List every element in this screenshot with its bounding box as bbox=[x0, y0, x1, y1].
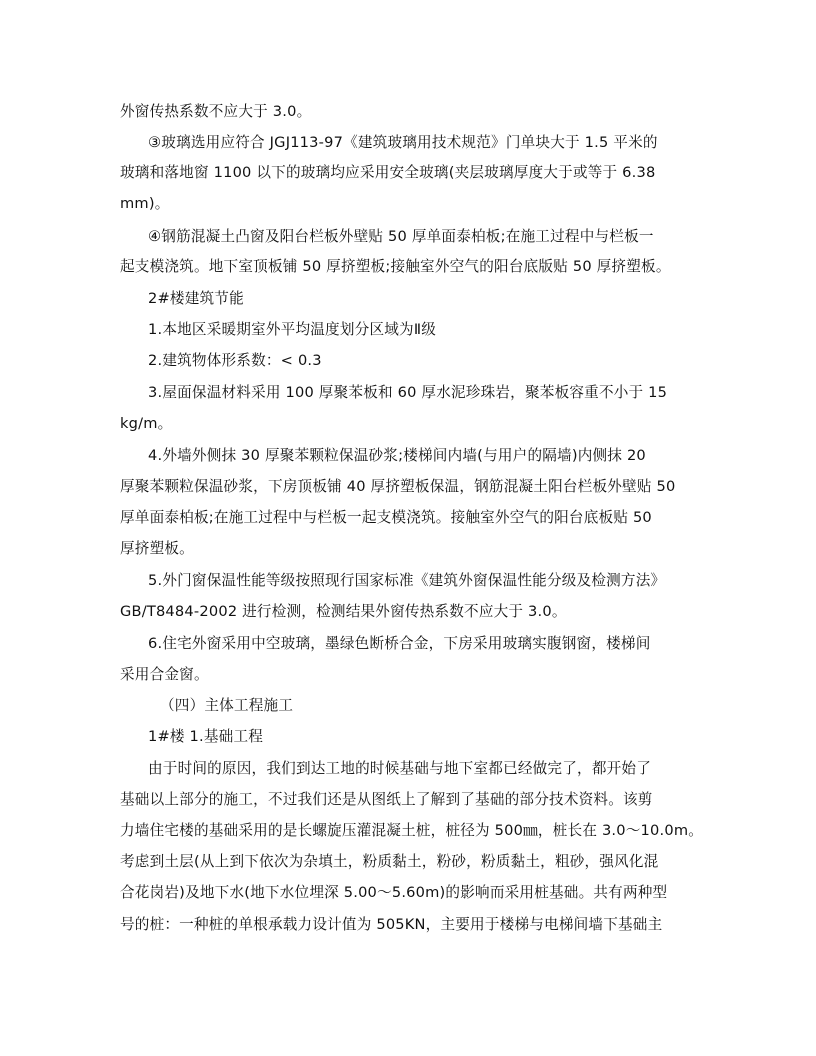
list-item: 4.外墙外侧抹 30 厚聚苯颗粒保温砂浆;楼梯间内墙(与用户的隔墙)内侧抹 20 bbox=[148, 447, 646, 464]
paragraph-line: 厚挤塑板。 bbox=[120, 540, 194, 557]
paragraph-line: 号的桩：一种桩的单根承载力设计值为 505KN，主要用于楼梯与电梯间墙下基础主 bbox=[120, 916, 663, 933]
paragraph-line: 基础以上部分的施工，不过我们还是从图纸上了解到了基础的部分技术资料。该剪 bbox=[120, 791, 653, 808]
paragraph-line: GB/T8484-2002 进行检测，检测结果外窗传热系数不应大于 3.0。 bbox=[120, 603, 567, 620]
paragraph-line: ④钢筋混凝土凸窗及阳台栏板外壁贴 50 厚单面泰柏板;在施工过程中与栏板一 bbox=[148, 228, 654, 245]
paragraph-line: 力墙住宅楼的基础采用的是长螺旋压灌混凝土桩，桩径为 500㎜，桩长在 3.0～10.0m。 bbox=[120, 822, 704, 839]
paragraph-line: 厚聚苯颗粒保温砂浆，下房顶板铺 40 厚挤塑板保温，钢筋混凝土阳台栏板外壁贴 50 bbox=[120, 478, 676, 495]
paragraph-line: ③玻璃选用应符合 JGJ113-97《建筑玻璃用技术规范》门单块大于 1.5 平米的 bbox=[148, 134, 658, 151]
list-item: 3.屋面保温材料采用 100 厚聚苯板和 60 厚水泥珍珠岩，聚苯板容重不小于 15 bbox=[148, 384, 668, 401]
section-heading: （四）主体工程施工 bbox=[160, 697, 294, 714]
paragraph-line: 起支模浇筑。地下室顶板铺 50 厚挤塑板;接触室外空气的阳台底版贴 50 厚挤塑板。 bbox=[120, 258, 671, 275]
paragraph-line: kg/m。 bbox=[120, 415, 173, 432]
paragraph-line: 合花岗岩)及地下水(地下水位埋深 5.00～5.60m)的影响而采用桩基础。共有两种型 bbox=[120, 884, 668, 901]
paragraph-line: 厚单面泰柏板;在施工过程中与栏板一起支模浇筑。接触室外空气的阳台底板贴 50 bbox=[120, 509, 652, 526]
list-item: 6.住宅外窗采用中空玻璃，墨绿色断桥合金，下房采用玻璃实腹钢窗，楼梯间 bbox=[148, 635, 651, 652]
list-item: 5.外门窗保温性能等级按照现行国家标准《建筑外窗保温性能分级及检测方法》 bbox=[148, 572, 666, 589]
paragraph-line: 外窗传热系数不应大于 3.0。 bbox=[120, 103, 312, 120]
paragraph-line: 由于时间的原因，我们到达工地的时候基础与地下室都已经做完了，都开始了 bbox=[148, 760, 651, 777]
section-heading: 2#楼建筑节能 bbox=[148, 290, 244, 307]
paragraph-line: 考虑到土层(从上到下依次为杂填土，粉质黏土，粉砂，粉质黏土，粗砂，强风化混 bbox=[120, 853, 659, 870]
list-item: 1.本地区采暖期室外平均温度划分区域为Ⅱ级 bbox=[148, 321, 436, 338]
paragraph-line: 采用合金窗。 bbox=[120, 666, 209, 683]
subsection-heading: 1#楼 1.基础工程 bbox=[148, 728, 264, 745]
paragraph-line: 玻璃和落地窗 1100 以下的玻璃均应采用安全玻璃(夹层玻璃厚度大于或等于 6.38 bbox=[120, 164, 656, 181]
list-item: 2.建筑物体形系数：< 0.3 bbox=[148, 352, 322, 369]
paragraph-line: mm)。 bbox=[120, 195, 170, 212]
